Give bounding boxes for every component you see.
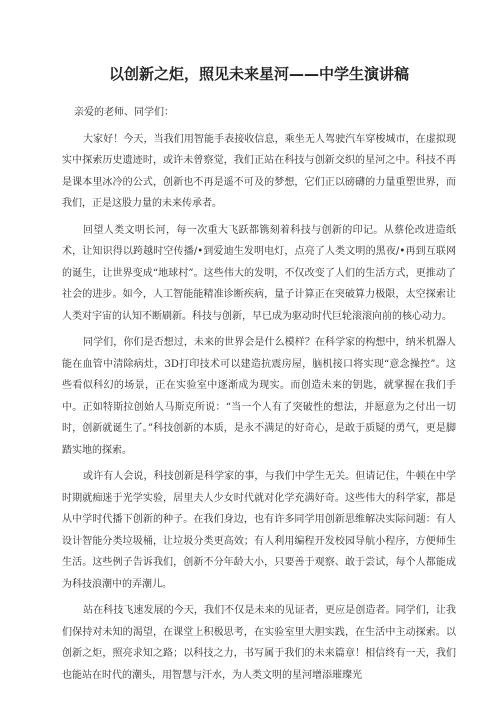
paragraph-call-to-action: 站在科技飞速发展的今天，我们不仅是未来的见证者，更应是创造者。同学们，让我们保持对未知的渴望，在课堂上积极思考，在实验室里大胆实践，在生活中主动探索。以创新之炬，照亮求知之路；以科技之力，书写属于我们的未来篇章！相信终有一天，我们也能站在时代的潮头，用智慧与汗水，为人类文明的星河增添璀璨光 [62, 605, 456, 681]
paragraph-greeting: 大家好！今天，当我们用智能手表接收信息，乘坐无人驾驶汽车穿梭城市，在虚拟现实中探索历史遗迹时，或许未曾察觉，我们正站在科技与创新交织的星河之中。科技不再是课本里冰冷的公式，创新也不再是遥不可及的梦想，它们正以磅礴的力量重塑世界，而我们，正是这股力量的未来传承者。 [62, 133, 456, 209]
speech-title: 以创新之炬，照见未来星河——中学生演讲稿 [109, 65, 410, 83]
salutation: 亲爱的老师、同学们： [74, 107, 174, 118]
paragraph-future: 同学们，你们是否想过，未来的世界会是什么模样？在科学家的构想中，纳米机器人能在血管中清除病灶，3D打印技术可以建造抗震房屋，脑机接口将实现“意念操控”。这些看似科幻的场景，正在实验室中逐渐成为现实。而创造未来的钥匙，就掌握在我们手中。正如特斯拉创始人马斯克所说：“当一个人有了突破性的想法，并愿意为之付出一切时，创新就诞生了。”科技创新的本质，是永不满足的好奇心，是敢于质疑的勇气，更是脚踏实地的探索。 [62, 337, 456, 456]
paragraph-history: 回望人类文明长河，每一次重大飞跃都镌刻着科技与创新的印记。从蔡伦改进造纸术，让知识得以跨越时空传播/•到爱迪生发明电灯，点亮了人类文明的黑夜/•再到互联网的诞生，让世界变成“地球村”。这些伟大的发明，不仅改变了人们的生活方式，更推动了社会的进步。如今，人工智能能精准诊断疾病，量子计算正在突破算力极限，太空探索让人类对宇宙的认知不断刷新。科技与创新，早已成为驱动时代巨轮滚滚向前的核心动力。 [62, 224, 456, 322]
paragraph-students: 或许有人会说，科技创新是科学家的事，与我们中学生无关。但请记住，牛顿在中学时期就痴迷于光学实验，居里夫人少女时代就对化学充满好奇。这些伟大的科学家，都是从中学时代播下创新的种子。在我们身边，也有许多同学用创新思维解决实际问题：有人设计智能分类垃圾桶，让垃圾分类更高效；有人利用编程开发校园导航小程序，方便师生生活。这些例子告诉我们，创新不分年龄大小，只要善于观察、敢于尝试，每个人都能成为科技浪潮中的弄潮儿。 [62, 471, 456, 590]
